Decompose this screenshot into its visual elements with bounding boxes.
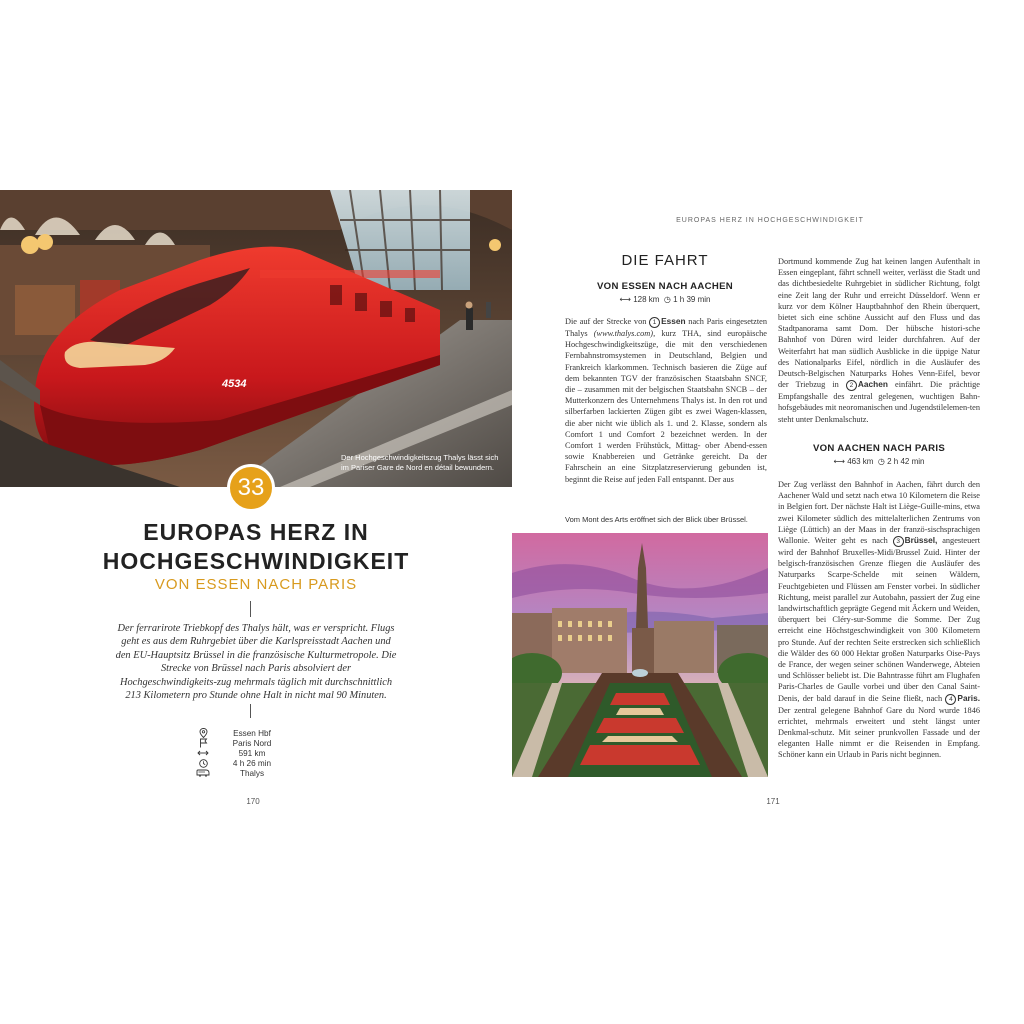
route1-meta <box>565 295 765 304</box>
clock-icon: ◷ <box>663 295 671 304</box>
intro-paragraph: Der ferrarirote Triebkopf des Thalys hält, was er verspricht. Flugs geht es aus dem Ruhrgebiet über die Karlspreisstadt Aachen und den EU-Hauptsitz Brüssel in die französische Kulturmetropole. Die Strecke von Brüssel nach Paris absolviert der Hochgeschwindigkeits-zug mehrmals täglich mit durchschnittlich 213 Kilometern pro Stunde ohne Halt in nicht mal 90 Minuten. <box>115 623 397 702</box>
body-text: einfährt. Die prächtige Empfangshalle des zentral gelegenen, wuchtigen Bahn-hofsgebäudes mit neoromanischen und Jugendstilelemen-ten steht unter Denkmalschutz. <box>778 380 980 424</box>
route-facts <box>196 728 316 778</box>
fact-start-text: Essen Hbf <box>233 728 271 738</box>
train-number-label: 4534 <box>222 378 247 390</box>
brussels-photo-caption: Vom Mont des Arts eröffnet sich der Blick über Brüssel. <box>565 515 748 524</box>
fact-duration <box>196 758 316 768</box>
distance-arrow-icon: ⟷ <box>619 295 631 304</box>
page-number-left: 170 <box>246 797 260 806</box>
fact-duration-text: 4 h 26 min <box>232 758 272 768</box>
tour-number-badge: 33 <box>227 464 275 512</box>
train-icon <box>196 768 210 778</box>
body-text: Die auf der Strecke von <box>565 317 647 326</box>
route2-duration: 2 h 42 min <box>887 457 925 466</box>
website-text: (www.thalys.com), <box>593 329 656 338</box>
body-column-1 <box>565 316 767 485</box>
body-text: kurz THA, sind europäische Hochgeschwindigkeitszüge, die mit den verschiedenen Fernbahnstromsystemen in Deutschland, Belgien und Frankreich klarkommen. Technisch basieren die Züge auf dem bekannten TGV der französischen Staatsbahn SNCF, die – zusammen mit der belgischen Staatsbahn SNCB – der Mutterkonzern des Unternehmens Thalys ist. In den rot und silberfarben lackierten Zügen gibt es zwei Wagen-klassen, die aber nicht wie üblich als 1. und 2. Klasse, sondern als Comfort 1 und Comfort 2 bezeichnet werden. In der Comfort 1 werden Frühstück, Mittag- ober Abend-essen sowie Knabbereien und Getränke gereicht. Da der Fahrschein an eine Sitzplatzreservierung gebunden ist, beginnt die Reise auf jeden Fall entspannt. Der aus <box>565 329 767 484</box>
route2-distance: 463 km <box>847 457 874 466</box>
marker-3: 3 <box>893 536 904 547</box>
clock-icon: ◷ <box>877 457 885 466</box>
body-text: nach Paris eingesetzten Thalys <box>565 317 767 338</box>
place-bruessel: Brüssel, <box>904 535 938 546</box>
route1-duration: 1 h 39 min <box>673 295 711 304</box>
place-aachen: Aachen <box>857 379 888 390</box>
fact-end <box>196 738 316 748</box>
body-text: Dortmund kommende Zug hat keinen langen Aufenthalt in Essen eingeplant, fährt schnell weiter, verlässt die Stadt und das dichtbesiedelte Ruhrgebiet in südlicher Richtung, folgt eine Zeit lang der Ruhr und erreicht Düsseldorf. Wenn er kurz vor dem Kölner Hauptbahnhof den Rhein überquert, bietet sich eine schöne Aussicht auf den Fluss und das Stadtpanorama samt Dom. Der hübsche histori-sche Bahnhof von Düren wird leider durchfahren. Auf der Weiterfahrt hat man südlich Ausblicke in die üppige Natur des Nationalparks Eifel, nördlich in die Ausläufer des Deutsch-Belgischen Naturparks Hohes Venn-Eifel, bevor der Triebzug in <box>778 257 980 390</box>
route2-heading: VON AACHEN NACH PARIS <box>812 443 946 454</box>
train-photo-caption: Der Hochgeschwindigkeitszug Thalys lässt sich im Pariser Gare de Nord en détail bewundern. <box>341 453 499 472</box>
intro-divider <box>250 704 251 718</box>
running-header: EUROPAS HERZ IN HOCHGESCHWINDIGKEIT <box>676 217 864 224</box>
clock-icon <box>196 758 210 768</box>
location-pin-icon <box>196 728 210 738</box>
body-column-2 <box>778 256 980 425</box>
distance-arrow-icon: ⟷ <box>833 457 845 466</box>
route1-heading: VON ESSEN NACH AACHEN <box>596 281 733 292</box>
fact-distance <box>196 748 316 758</box>
marker-1: 1 <box>649 317 660 328</box>
title-divider <box>250 601 251 617</box>
page-number-right: 171 <box>766 797 780 806</box>
brussels-photo <box>512 533 768 777</box>
body-text: Der Zug verlässt den Bahnhof in Aachen, fährt durch den Aachener Wald und setzt nach etwa 10 Kilometern die Reise in Belgien fort. Der nächste Halt ist Liège-Guille-mins, etwa zwei Kilometer südlich des mittelalterlichen Zentrums von Liège (Lüttich) an der Maas in der franzö-sischsprachigen Wallonie. Weiter geht es nach <box>778 480 980 546</box>
body-text: Der zentral gelegene Bahnhof Gare du Nord wurde 1846 errichtet, mehrmals erweitert und steht längst unter Denkmal-schutz. Mit seiner prunkvollen Fassade und der eleganten Halle nimmt er die Reisenden in Empfang. Schöner kann ein Urlaub in Paris nicht beginnen. <box>778 705 980 760</box>
fact-start <box>196 728 316 738</box>
body-text: angesteuert wird der Bahnhof Bruxelles-Midi/Brussel Zuid. Hinter der belgisch-französischen Grenze fliegen die Ausläufer des Naturparks Scarpe-Schelde mit seinen Wäldern, Feuchtgebieten und Flüssen am Fenster vorbei. In südlicher Richtung, meist parallel zur Autobahn, passiert der Zug eine landwirtschaftlich geprägte Gegend mit Äckern und Weiden, überquert bei Cléry-sur-Somme die Somme. Der Zug erreicht eine Höchstgeschwindigkeit von 300 Kilometern pro Stunde. Auf der rechten Seite erstrecken sich schließlich die Wälder des 60 000 Hektar großen Naturparks Oise-Pays de France, der wegen seiner schönen Wanderwege, Abteien und Schlösser beliebt ist. Die Bahntrasse führt am Flughafen Paris-Charles de Gaulle vorbei und über den Canal Saint-Denis, der bald darauf in die Seine fließt, nach <box>778 536 980 703</box>
fact-distance-text: 591 km <box>238 748 266 758</box>
fact-train <box>196 768 316 778</box>
chapter-subtitle: VON ESSEN NACH PARIS <box>154 576 358 593</box>
fact-end-text: Paris Nord <box>232 738 272 748</box>
route1-distance: 128 km <box>633 295 660 304</box>
flag-icon <box>196 738 210 748</box>
marker-4: 4 <box>945 694 956 705</box>
train-station-photo <box>0 190 512 487</box>
chapter-title: EUROPAS HERZ IN HOCHGESCHWINDIGKEIT <box>102 519 410 574</box>
place-paris: Paris. <box>957 692 981 703</box>
route2-meta <box>778 457 980 466</box>
body-column-2b <box>778 479 980 761</box>
section-title: DIE FAHRT <box>621 252 709 269</box>
place-essen: Essen <box>661 316 686 326</box>
fact-train-text: Thalys <box>239 768 265 778</box>
distance-arrow-icon <box>196 748 210 758</box>
marker-2: 2 <box>846 380 857 391</box>
